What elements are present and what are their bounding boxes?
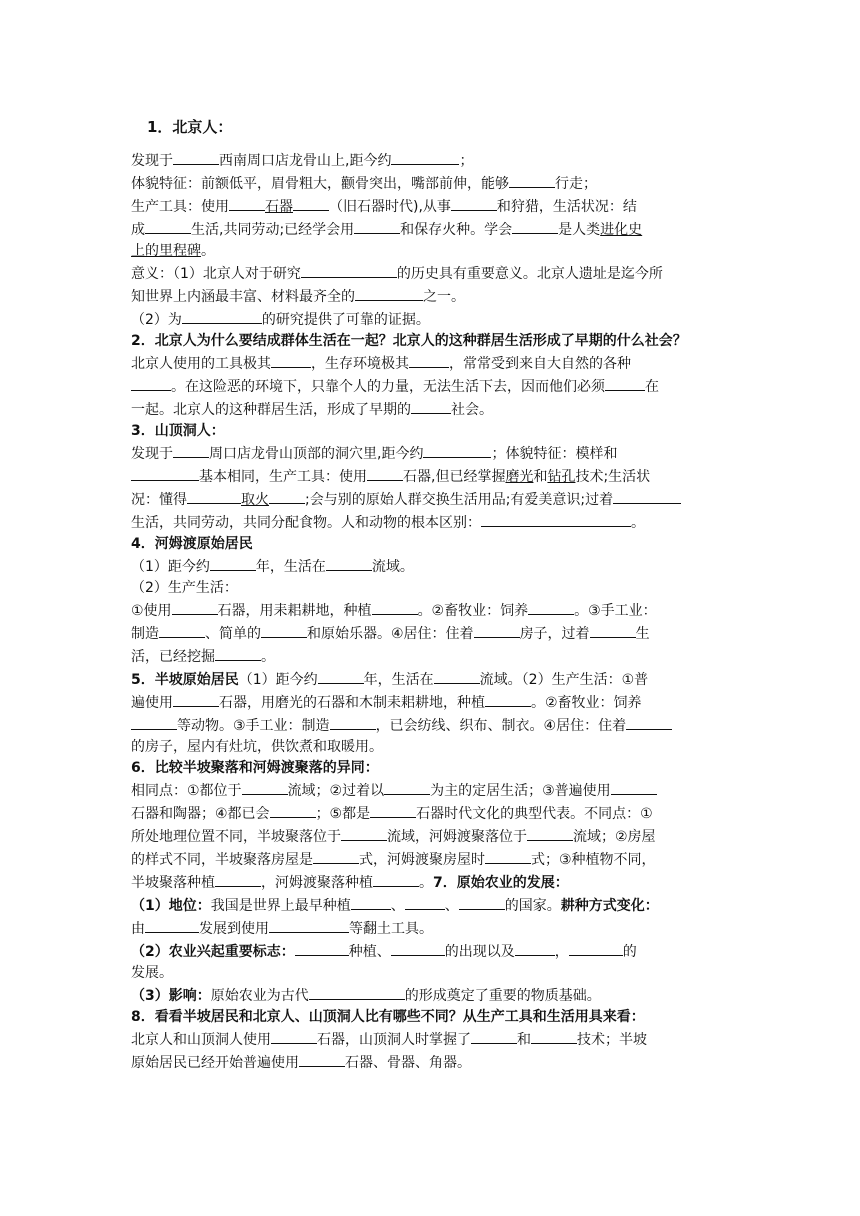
worksheet-content [131,115,731,1074]
fill-blank[interactable] [626,714,672,730]
fill-blank[interactable] [330,714,376,730]
s2-line: 一起。北京人的这种群居生活，形成了早期的 社会。 [131,398,731,421]
answer-stone-tool: 石器 [265,199,293,215]
s4-line: ①使用 石器，用耒耜耕地，种植 。②畜牧业：饲养 。③手工业： [131,599,731,622]
fill-blank[interactable] [318,668,364,684]
fill-blank[interactable] [131,714,177,730]
s3-line: 基本相同，生产工具：使用 石器,但已经掌握磨光和钻孔技术;生活状 [131,465,731,488]
s2-line: 。在这险恶的环境下，只靠个人的力量，无法生活下去，因而他们必须 在 [131,375,731,398]
fill-blank[interactable] [215,645,261,661]
fill-blank[interactable] [471,1028,517,1044]
s6-line: 相同点：①都位于 流域；②过着以 为主的定居生活；③普遍使用 [131,779,731,802]
fill-blank[interactable] [172,599,218,615]
s3-line: 发现于 周口店龙骨山顶部的洞穴里,距今约 ；体貌特征：模样和 [131,442,731,465]
fill-blank[interactable] [605,375,645,391]
fill-blank[interactable] [145,917,199,933]
fill-blank[interactable] [173,149,219,165]
fill-blank[interactable] [351,894,391,910]
fill-blank[interactable] [301,262,397,278]
section-4-title: 4．河姆渡原始居民 [131,536,253,552]
fill-blank[interactable] [474,622,520,638]
fill-blank[interactable] [527,825,573,841]
section-5-title: 5．半坡原始居民 [131,672,239,688]
answer-fire: 取火 [241,492,269,508]
underlined-text: 磨光 [505,469,534,485]
s7-line: （3）影响：原始农业为古代 的形成奠定了重要的物质基础。 [131,984,731,1007]
fill-blank[interactable] [372,599,418,615]
fill-blank[interactable] [515,940,555,956]
fill-blank[interactable] [391,940,445,956]
s7-line: 由 发展到使用 等翻土工具。 [131,917,731,940]
fill-blank[interactable] [131,375,171,391]
s1-line: 发现于 西南周口店龙骨山上,距今约 ； [131,149,731,172]
fill-blank[interactable] [269,917,349,933]
fill-blank[interactable] [411,398,451,414]
s3-line: 生活，共同劳动，共同分配食物。人和动物的根本区别： 。 [131,511,731,534]
fill-blank[interactable] [434,668,480,684]
fill-blank[interactable] [355,285,423,301]
fill-blank[interactable] [159,622,205,638]
fill-blank[interactable] [528,599,574,615]
s5-line: 遍使用 石器，用磨光的石器和木制耒耜耕地，种植 。②畜牧业：饲养 [131,691,731,714]
fill-blank[interactable] [367,465,403,481]
s2-line: 北京人使用的工具极其 ，生存环境极其 ，常常受到来自大自然的各种 [131,352,731,375]
fill-blank[interactable] [611,779,657,795]
fill-blank[interactable] [326,555,372,571]
s4-line: 活，已经挖掘 。 [131,645,731,668]
section-7-title: 7．原始农业的发展： [433,875,569,891]
fill-blank[interactable] [299,1051,345,1067]
fill-blank[interactable] [341,825,387,841]
fill-blank[interactable] [485,691,531,707]
s6-line: 石器和陶器；④都已会 ；⑤都是 石器时代文化的典型代表。不同点：① [131,802,731,825]
s5-line: 的房子，屋内有灶坑，供饮煮和取暖用。 [131,739,383,755]
s8-line: 北京人和山顶洞人使用 石器，山顶洞人时掌握了 和 技术；半坡 [131,1028,731,1051]
s7-line: （1）地位：我国是世界上最早种植 、 、 的国家。耕种方式变化： [131,894,731,917]
fill-blank[interactable] [187,488,241,504]
section-2-title: 2．北京人为什么要结成群体生活在一起？北京人的这种群居生活形成了早期的什么社会？ [131,333,687,349]
fill-blank[interactable] [370,802,416,818]
underlined-text: 进化史 [600,222,643,238]
fill-blank[interactable] [590,622,636,638]
fill-blank[interactable] [391,149,459,165]
s4-line: 制造 、简单的 和原始乐器。④居住：住着 房子，过着 生 [131,622,731,645]
fill-blank[interactable] [242,779,288,795]
fill-blank[interactable] [182,308,262,324]
fill-blank[interactable] [373,871,419,887]
fill-blank[interactable] [271,352,311,368]
fill-blank[interactable] [229,195,265,211]
section-1-title: 1．北京人： [147,118,233,136]
fill-blank[interactable] [451,195,497,211]
fill-blank[interactable] [261,622,307,638]
s1-line: 知世界上内涵最丰富、材料最齐全的 之一。 [131,285,731,308]
s6-line: 的样式不同，半坡聚落房屋是 式，河姆渡聚房屋时 式；③种植物不同， [131,848,731,871]
fill-blank[interactable] [173,442,209,458]
s1-line: （2）为 的研究提供了可靠的证据。 [131,308,731,331]
fill-blank[interactable] [354,218,400,234]
fill-blank[interactable] [309,984,405,1000]
fill-blank[interactable] [269,488,305,504]
s5-line: 5．半坡原始居民（1）距今约 年，生活在 流域。（2）生产生活：①普 [131,668,731,691]
underlined-text: 上的里程碑 [131,243,201,259]
s4-line: （2）生产生活： [131,580,238,596]
fill-blank[interactable] [313,848,359,864]
fill-blank[interactable] [271,1028,317,1044]
fill-blank[interactable] [423,442,491,458]
fill-blank[interactable] [293,195,329,211]
underlined-text: 钻孔 [547,469,576,485]
fill-blank[interactable] [215,871,261,887]
s1-line: 上的里程碑。 [131,243,215,259]
s6-line: 半坡聚落种植 ，河姆渡聚落种植 。7．原始农业的发展： [131,871,731,894]
section-3-title: 3．山顶洞人： [131,423,225,439]
s1-line: 体貌特征：前额低平，眉骨粗大，颧骨突出，嘴部前伸，能够 行走； [131,172,731,195]
s7-line: （2）农业兴起重要标志： 种植、 的出现以及 ， 的 [131,940,731,963]
fill-blank[interactable] [145,218,191,234]
fill-blank[interactable] [531,1028,577,1044]
fill-blank[interactable] [512,218,558,234]
fill-blank[interactable] [509,172,555,188]
fill-blank[interactable] [295,940,349,956]
fill-blank[interactable] [459,894,505,910]
fill-blank[interactable] [384,779,430,795]
fill-blank[interactable] [485,848,531,864]
s6-line: 所处地理位置不同，半坡聚落位于 流域，河姆渡聚落位于 流域；②房屋 [131,825,731,848]
s1-line: 生产工具：使用 石器 （旧石器时代),从事 和狩猎，生活状况：结 [131,195,731,218]
fill-blank[interactable] [569,940,623,956]
s1-line: 意义：（1）北京人对于研究 的历史具有重要意义。北京人遗址是迄今所 [131,262,731,285]
fill-blank[interactable] [210,555,256,571]
fill-blank[interactable] [131,465,199,481]
fill-blank[interactable] [409,352,449,368]
fill-blank[interactable] [270,802,316,818]
s4-line: （1）距今约 年，生活在 流域。 [131,555,731,578]
s7-line: 发展。 [131,965,173,981]
fill-blank[interactable] [481,511,631,527]
s5-line: 等动物。③手工业：制造 ，已会纺线、织布、制衣。④居住：住着 [131,714,731,737]
s8-line: 原始居民已经开始普遍使用 石器、骨器、角器。 [131,1051,731,1074]
s1-line: 成 生活,共同劳动;已经学会用 和保存火种。学会 是人类进化史 [131,218,731,241]
section-6-title: 6．比较半坡聚落和河姆渡聚落的异同： [131,760,379,776]
section-8-title: 8．看看半坡居民和北京人、山顶洞人比有哪些不同？从生产工具和生活用具来看： [131,1009,645,1025]
fill-blank[interactable] [405,894,445,910]
s3-line: 况：懂得 取火 ;会与别的原始人群交换生活用品;有爱美意识;过着 [131,488,731,511]
fill-blank[interactable] [613,488,681,504]
fill-blank[interactable] [173,691,219,707]
